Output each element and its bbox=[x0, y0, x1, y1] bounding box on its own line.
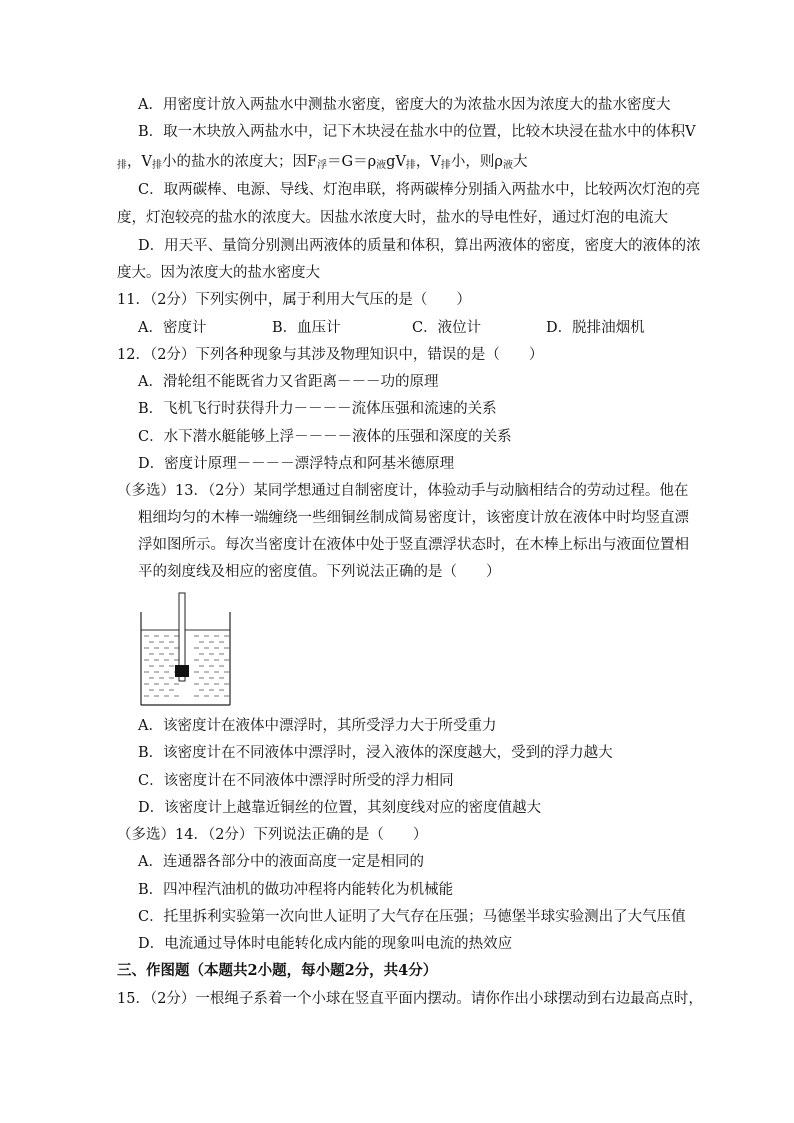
copper-wire-weight bbox=[175, 665, 189, 677]
q11-option-b: B．血压计 bbox=[272, 320, 341, 336]
q10-option-c-line1: C．取两碳棒、电源、导线、灯泡串联，将两碳棒分别插入两盐水中，比较两次灯泡的亮 bbox=[138, 182, 701, 198]
q11-option-a: A．密度计 bbox=[138, 320, 207, 336]
q14-option-a: A．连通器各部分中的液面高度一定是相同的 bbox=[138, 854, 424, 870]
subscript: 排 bbox=[405, 160, 416, 171]
q12-option-c: C．水下潜水艇能够上浮－－－－液体的压强和深度的关系 bbox=[138, 429, 512, 445]
text: 大 bbox=[512, 154, 528, 170]
section-heading: 三、作图题（本题共2小题，每小题2分，共4分） bbox=[117, 962, 438, 979]
text: gV bbox=[386, 154, 406, 170]
q14-stem: （多选）14．（2分）下列说法正确的是（ ） bbox=[117, 827, 428, 843]
q11-stem: 11．（2分）下列实例中，属于利用大气压的是（ ） bbox=[117, 292, 471, 308]
text: ，V bbox=[127, 154, 152, 170]
text: ，V bbox=[415, 154, 441, 170]
q12-option-a: A．滑轮组不能既省力又省距离－－－功的原理 bbox=[138, 374, 439, 390]
q10-option-d-line1: D．用天平、量筒分别测出两液体的质量和体积，算出两液体的密度，密度大的液体的浓 bbox=[138, 238, 701, 254]
q14-option-d: D．电流通过导体时电能转化成内能的现象叫电流的热效应 bbox=[138, 936, 513, 952]
q10-option-d-line2: 度大。因为浓度大的盐水密度大 bbox=[117, 265, 320, 281]
q12-option-d: D．密度计原理－－－－漂浮特点和阿基米德原理 bbox=[138, 456, 455, 472]
q13-stem-line2: 粗细均匀的木棒一端缠绕一些细铜丝制成简易密度计，该密度计放在液体中时均竖直漂 bbox=[138, 510, 689, 526]
text: 小的盐水的浓度大；因F bbox=[161, 154, 318, 170]
q10-option-b-line1: B．取一木块放入两盐水中，记下木块浸在盐水中的位置，比较木块浸在盐水中的体积V bbox=[138, 124, 696, 140]
q13-option-d: D．该密度计上越靠近铜丝的位置，其刻度线对应的密度值越大 bbox=[138, 800, 542, 816]
subscript: 浮 bbox=[317, 160, 328, 171]
subscript: 排 bbox=[440, 160, 451, 171]
q11-option-d: D．脱排油烟机 bbox=[546, 320, 645, 336]
q11-option-c: C．液位计 bbox=[412, 320, 482, 336]
text: ＝G＝ρ bbox=[327, 154, 377, 170]
subscript: 排 bbox=[151, 160, 162, 171]
q13-stem-line4: 平的刻度线及相应的密度值。下列说法正确的是（ ） bbox=[138, 564, 501, 580]
q12-option-b: B．飞机飞行时获得升力－－－－流体压强和流速的关系 bbox=[138, 401, 497, 417]
q13-option-a: A．该密度计在液体中漂浮时，其所受浮力大于所受重力 bbox=[138, 718, 497, 734]
q10-option-b-line2 bbox=[117, 152, 527, 176]
text: 小，则ρ bbox=[450, 154, 503, 170]
q14-option-b: B．四冲程汽油机的做功冲程将内能转化为机械能 bbox=[138, 882, 454, 898]
subscript: 液 bbox=[502, 160, 513, 171]
q14-option-c: C．托里拆利实验第一次向世人证明了大气存在压强；马德堡半球实验测出了大气压值 bbox=[138, 909, 686, 925]
subscript: 液 bbox=[376, 160, 387, 171]
q13-option-c: C．该密度计在不同液体中漂浮时所受的浮力相同 bbox=[138, 773, 454, 789]
q15-stem: 15．（2分）一根绳子系着一个小球在竖直平面内摆动。请你作出小球摆动到右边最高点时， bbox=[117, 991, 703, 1007]
q13-stem-line3: 浮如图所示。每次当密度计在液体中处于竖直漂浮状态时，在木棒上标出与液面位置相 bbox=[138, 537, 689, 553]
subscript: 排 bbox=[117, 160, 127, 171]
q10-option-c-line2: 度，灯泡较亮的盐水的浓度大。因盐水浓度大时，盐水的导电性好，通过灯泡的电流大 bbox=[117, 210, 668, 226]
q13-stem-line1: （多选）13．（2分）某同学想通过自制密度计，体验动手与动脑相结合的劳动过程。他在 bbox=[117, 483, 689, 499]
q13-option-b: B．该密度计在不同液体中漂浮时，浸入液体的深度越大，受到的浮力越大 bbox=[138, 745, 613, 761]
q12-stem: 12．（2分）下列各种现象与其涉及物理知识中，错误的是（ ） bbox=[117, 347, 544, 363]
q10-option-a: A．用密度计放入两盐水中测盐水密度，密度大的为浓盐水因为浓度大的盐水密度大 bbox=[138, 97, 671, 113]
